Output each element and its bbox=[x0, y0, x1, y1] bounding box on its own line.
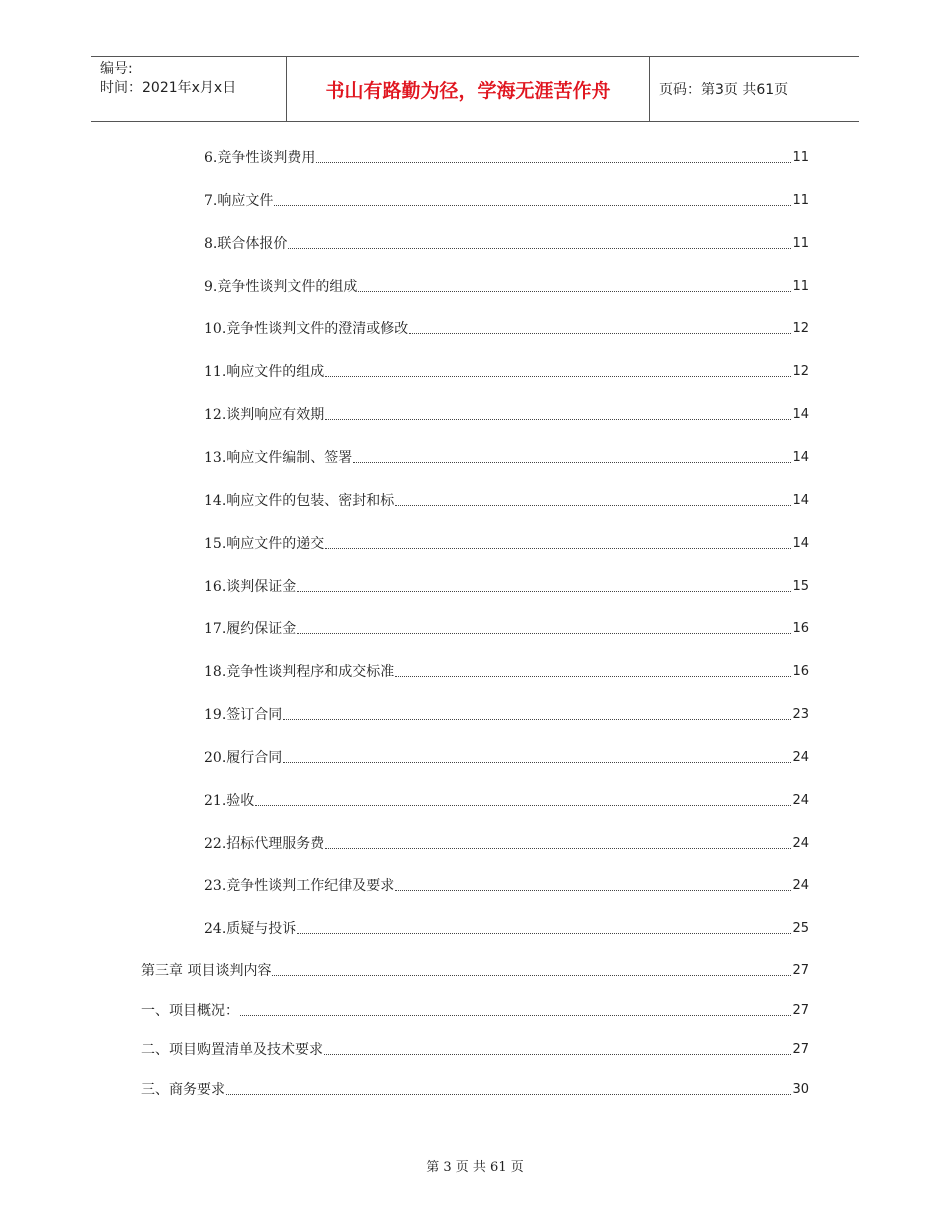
toc-dot-leader bbox=[272, 975, 791, 976]
toc-dot-leader bbox=[297, 633, 791, 634]
toc-entry-page-number: 30 bbox=[792, 1082, 809, 1097]
toc-entry-page-number: 24 bbox=[792, 836, 809, 851]
toc-entry-label: 21.验收 bbox=[204, 793, 255, 809]
toc-entry-label: 二、项目购置清单及技术要求 bbox=[141, 1042, 323, 1058]
toc-entry-page-number: 11 bbox=[792, 193, 809, 208]
toc-entry-page-number: 24 bbox=[792, 793, 809, 808]
toc-entry-page-number: 14 bbox=[792, 450, 809, 465]
toc-entry-label: 11.响应文件的组成 bbox=[204, 364, 325, 380]
toc-entry-page-number: 27 bbox=[792, 1042, 809, 1057]
toc-entry[interactable] bbox=[204, 876, 809, 896]
toc-entry-page-number: 16 bbox=[792, 664, 809, 679]
toc-entry-page-number: 27 bbox=[792, 1003, 809, 1018]
toc-entry-page-number: 12 bbox=[792, 321, 809, 336]
toc-entry[interactable] bbox=[204, 577, 809, 597]
toc-dot-leader bbox=[353, 462, 791, 463]
toc-entry-label: 7.响应文件 bbox=[204, 193, 274, 209]
toc-dot-leader bbox=[316, 162, 791, 163]
toc-entry[interactable] bbox=[141, 1001, 809, 1021]
page-header bbox=[91, 56, 859, 122]
toc-entry-page-number: 25 bbox=[792, 921, 809, 936]
toc-entry-page-number: 14 bbox=[792, 407, 809, 422]
toc-entry-page-number: 27 bbox=[792, 963, 809, 978]
toc-entry-label: 三、商务要求 bbox=[141, 1082, 225, 1098]
toc-entry[interactable] bbox=[204, 405, 809, 425]
toc-dot-leader bbox=[325, 548, 791, 549]
toc-entry-label: 23.竞争性谈判工作纪律及要求 bbox=[204, 878, 395, 894]
toc-entry-page-number: 14 bbox=[792, 493, 809, 508]
toc-entry[interactable] bbox=[141, 1040, 809, 1060]
toc-entry[interactable] bbox=[204, 319, 809, 339]
document-number-label: 编号: bbox=[100, 61, 133, 77]
document-time-label: 时间：2021年x月x日 bbox=[100, 80, 237, 96]
toc-entry-page-number: 24 bbox=[792, 750, 809, 765]
toc-dot-leader bbox=[283, 719, 791, 720]
toc-entry-page-number: 12 bbox=[792, 364, 809, 379]
header-meta bbox=[100, 60, 286, 98]
toc-entry[interactable] bbox=[204, 362, 809, 382]
toc-entry[interactable] bbox=[204, 791, 809, 811]
toc-entry-label: 15.响应文件的递交 bbox=[204, 536, 325, 552]
toc-entry[interactable] bbox=[204, 619, 809, 639]
toc-entry-page-number: 14 bbox=[792, 536, 809, 551]
toc-entry-label: 14.响应文件的包装、密封和标 bbox=[204, 493, 395, 509]
page-footer: 第 3 页 共 61 页 bbox=[426, 1160, 524, 1175]
toc-entry-label: 18.竞争性谈判程序和成交标准 bbox=[204, 664, 395, 680]
header-motto: 书山有路勤为径，学海无涯苦作舟 bbox=[325, 79, 611, 102]
toc-dot-leader bbox=[297, 933, 791, 934]
toc-entry-label: 一、项目概况： bbox=[141, 1003, 239, 1019]
toc-entry-label: 22.招标代理服务费 bbox=[204, 836, 325, 852]
toc-dot-leader bbox=[226, 1094, 791, 1095]
toc-entry-label: 16.谈判保证金 bbox=[204, 579, 297, 595]
toc-entry[interactable] bbox=[204, 662, 809, 682]
toc-entry-page-number: 11 bbox=[792, 236, 809, 251]
toc-entry[interactable] bbox=[204, 748, 809, 768]
toc-dot-leader bbox=[324, 1054, 791, 1055]
toc-entry-label: 19.签订合同 bbox=[204, 707, 283, 723]
toc-entry-label: 9.竞争性谈判文件的组成 bbox=[204, 279, 358, 295]
toc-dot-leader bbox=[395, 890, 791, 891]
toc-entry-page-number: 23 bbox=[792, 707, 809, 722]
toc-entry-page-number: 11 bbox=[792, 279, 809, 294]
toc-entry-page-number: 24 bbox=[792, 878, 809, 893]
toc-entry-label: 20.履行合同 bbox=[204, 750, 283, 766]
toc-entry-label: 6.竞争性谈判费用 bbox=[204, 150, 316, 166]
toc-dot-leader bbox=[325, 419, 791, 420]
toc-dot-leader bbox=[409, 333, 791, 334]
toc-dot-leader bbox=[283, 762, 791, 763]
toc-entry-label: 24.质疑与投诉 bbox=[204, 921, 297, 937]
toc-entry[interactable] bbox=[204, 705, 809, 725]
toc-dot-leader bbox=[325, 848, 791, 849]
toc-entry[interactable] bbox=[141, 961, 809, 981]
toc-entry-label: 12.谈判响应有效期 bbox=[204, 407, 325, 423]
toc-entry[interactable] bbox=[204, 191, 809, 211]
toc-entry-page-number: 11 bbox=[792, 150, 809, 165]
toc-entry-label: 第三章 项目谈判内容 bbox=[141, 963, 272, 979]
toc-entry[interactable] bbox=[204, 148, 809, 168]
toc-entry-label: 10.竞争性谈判文件的澄清或修改 bbox=[204, 321, 409, 337]
toc-entry[interactable] bbox=[204, 277, 809, 297]
toc-dot-leader bbox=[297, 591, 791, 592]
toc-dot-leader bbox=[255, 805, 791, 806]
toc-entry[interactable] bbox=[204, 491, 809, 511]
toc-entry[interactable] bbox=[204, 534, 809, 554]
toc-dot-leader bbox=[395, 676, 791, 677]
toc-dot-leader bbox=[325, 376, 791, 377]
toc-entry-label: 13.响应文件编制、签署 bbox=[204, 450, 353, 466]
toc-dot-leader bbox=[240, 1015, 791, 1016]
toc-entry-page-number: 15 bbox=[792, 579, 809, 594]
toc-entry-label: 17.履约保证金 bbox=[204, 621, 297, 637]
toc-dot-leader bbox=[395, 505, 791, 506]
header-page-info: 页码：第3页 共61页 bbox=[659, 82, 789, 98]
toc-entry[interactable] bbox=[204, 834, 809, 854]
toc-entry[interactable] bbox=[204, 448, 809, 468]
toc-dot-leader bbox=[358, 291, 791, 292]
toc-dot-leader bbox=[274, 205, 791, 206]
toc-entry-label: 8.联合体报价 bbox=[204, 236, 288, 252]
toc-entry[interactable] bbox=[204, 234, 809, 254]
toc-entry[interactable] bbox=[204, 919, 809, 939]
toc-entry[interactable] bbox=[141, 1080, 809, 1100]
toc-entry-page-number: 16 bbox=[792, 621, 809, 636]
toc-dot-leader bbox=[288, 248, 791, 249]
